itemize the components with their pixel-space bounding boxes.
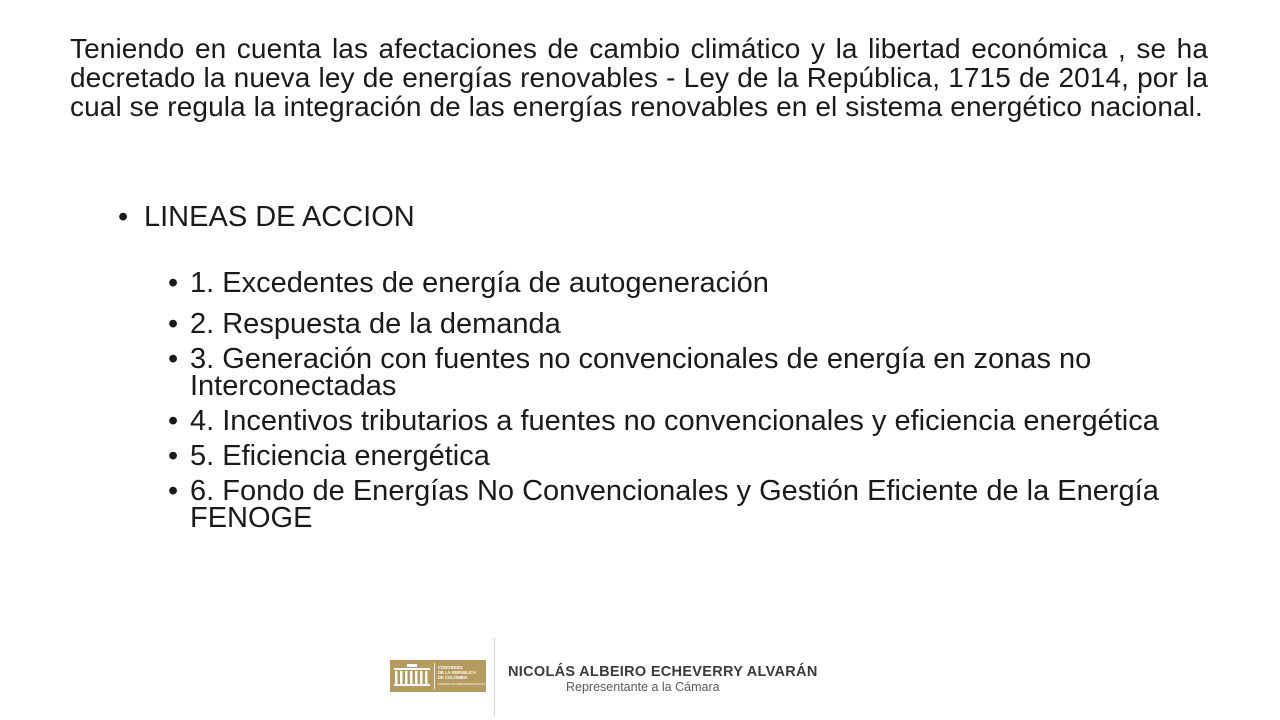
representative-name: NICOLÁS ALBEIRO ECHEVERRY ALVARÁN [508, 664, 818, 680]
logo-text-line-3: DE COLOMBIA [438, 675, 468, 680]
bullet-icon: • [168, 440, 179, 472]
section-heading-label: LINEAS DE ACCION [144, 201, 415, 233]
action-line-3 [168, 343, 1228, 402]
action-line-text: 1. Excedentes de energía de autogeneración [190, 267, 769, 299]
action-line-text: 4. Incentivos tributarios a fuentes no convencionales y eficiencia energética [190, 405, 1159, 437]
action-lines-list [168, 267, 1228, 540]
action-line-text: 2. Respuesta de la demanda [190, 308, 561, 340]
logo-text-line-2: DE LA REPÚBLICA [438, 670, 476, 675]
action-line-text: 6. Fondo de Energías No Convencionales y Gestión Eficiente de la Energía FENOGE [190, 475, 1159, 534]
section-heading [118, 200, 415, 234]
intro-paragraph: Teniendo en cuenta las afectaciones de cambio climático y la libertad económica , se ha decretado la nueva ley de energías renovables - Ley de la República, 1715 de 2014, por la cual se regula la integración de las energías renovables en el sistema energético nacional. [70, 33, 1208, 122]
bullet-icon: • [168, 267, 179, 299]
footer-divider [494, 638, 495, 716]
bullet-icon: • [168, 343, 179, 375]
footer [0, 630, 1280, 720]
logo-text-line-4: CÁMARA DE REPRESENTANTES [438, 682, 485, 686]
action-line-text: 3. Generación con fuentes no convencionales de energía en zonas no Interconectadas [190, 343, 1092, 402]
bullet-icon: • [168, 308, 179, 340]
bullet-icon: • [168, 405, 179, 437]
action-line-text: 5. Eficiencia energética [190, 440, 490, 472]
action-line-2 [168, 308, 1228, 340]
logo-text-line-1: CONGRESO [438, 665, 463, 670]
congress-building-logo-icon [390, 660, 486, 692]
action-line-5 [168, 440, 1228, 472]
action-line-4 [168, 405, 1228, 437]
action-line-6 [168, 475, 1228, 534]
section-bullet: • [118, 201, 129, 233]
bullet-icon: • [168, 475, 179, 507]
action-line-1 [168, 267, 1228, 299]
representative-role: Representante a la Cámara [566, 680, 720, 694]
